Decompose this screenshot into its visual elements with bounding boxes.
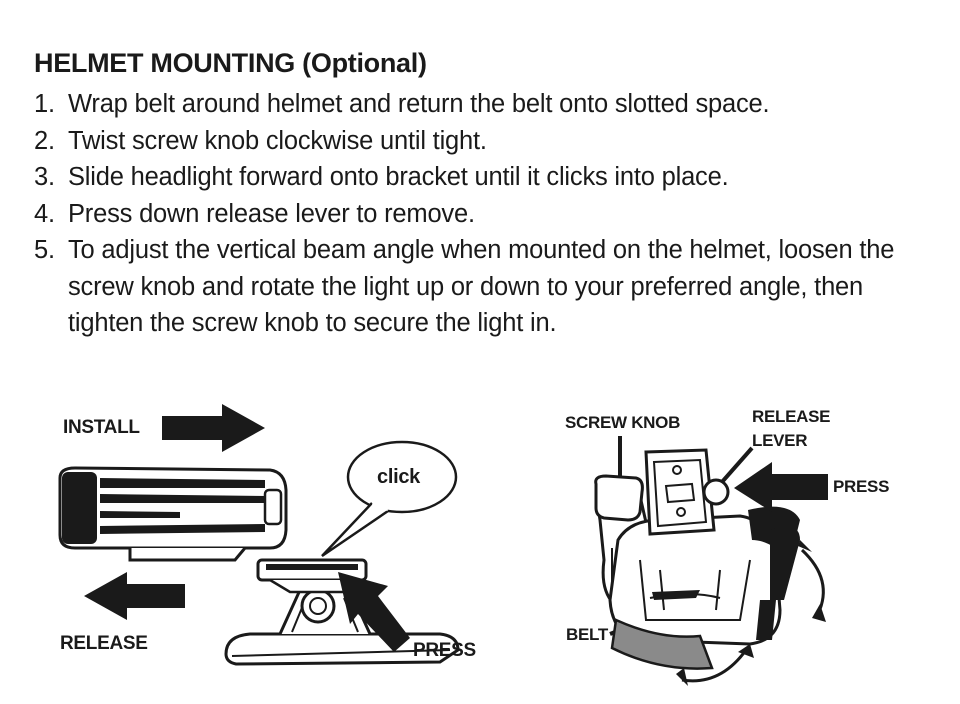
release-label: RELEASE xyxy=(60,633,148,654)
release-lever-label-line2: LEVER xyxy=(752,431,808,450)
page-title: HELMET MOUNTING (Optional) xyxy=(34,48,427,78)
click-label: click xyxy=(377,466,420,488)
step-number: 1. xyxy=(34,90,55,118)
press-label-right: PRESS xyxy=(833,477,890,496)
press-label-left: PRESS xyxy=(413,640,476,661)
step-number: 2. xyxy=(34,126,55,155)
belt-label: BELT xyxy=(566,625,608,644)
screw-knob-label: SCREW KNOB xyxy=(565,413,681,432)
install-label: INSTALL xyxy=(63,417,140,438)
step-number: 3. xyxy=(34,163,55,191)
release-lever-label: RELEASE xyxy=(752,407,831,426)
step-text: Twist screw knob clockwise until tight. xyxy=(68,126,487,155)
step-number: 4. xyxy=(34,199,55,228)
step-number: 5. xyxy=(34,236,55,264)
press-arrow-icon xyxy=(734,462,828,512)
step-text: Slide headlight forward onto bracket until it clicks into place. xyxy=(68,163,729,191)
step-text: Press down release lever to remove. xyxy=(68,199,475,228)
step-text: To adjust the vertical beam angle when mounted on the helmet, loosen the screw knob and rotate the light up or down to your preferred angle, then tighten the screw knob to secure the light in. xyxy=(68,236,895,337)
step-text: Wrap belt around helmet and return the belt onto slotted space. xyxy=(68,90,770,118)
